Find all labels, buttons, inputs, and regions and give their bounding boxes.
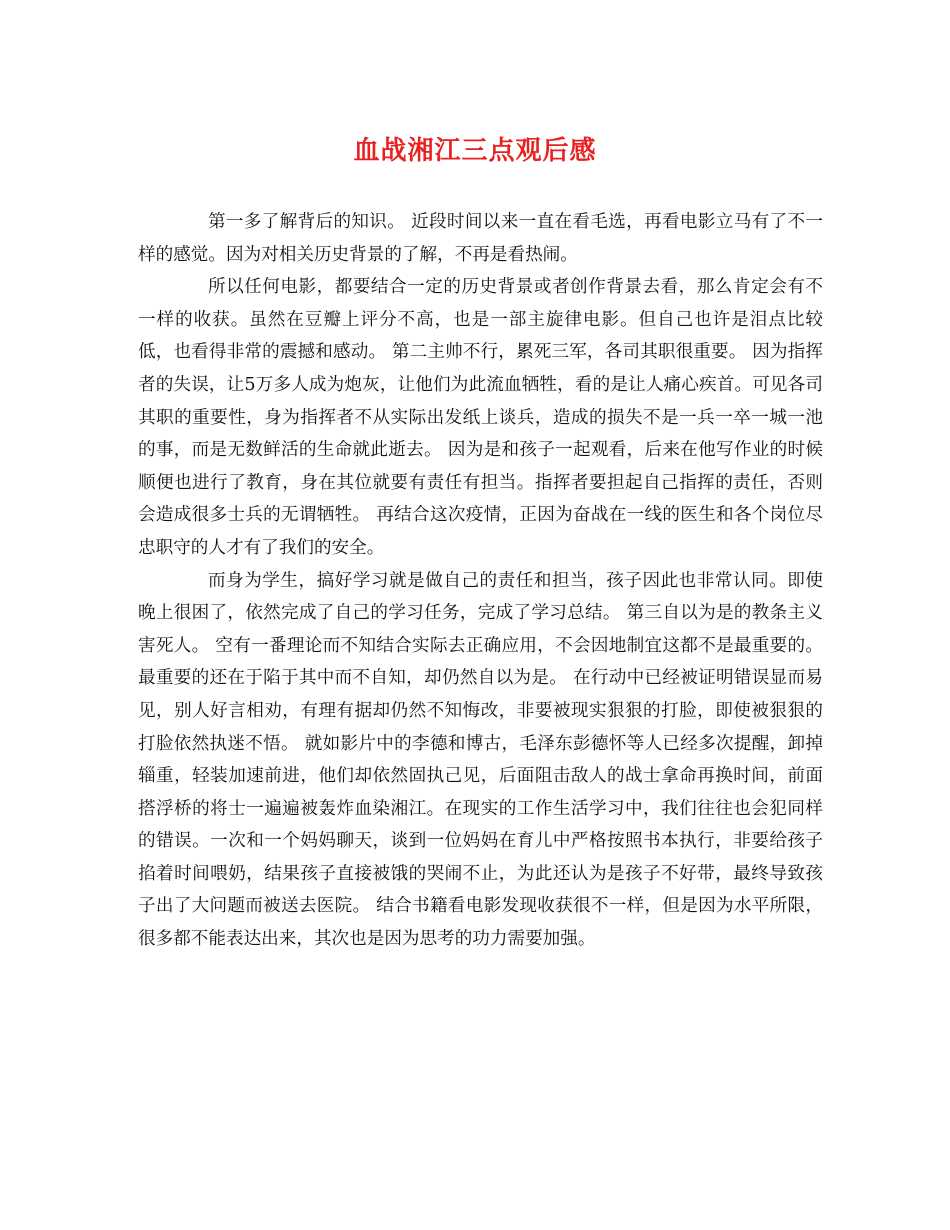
- paragraph-2: 所以任何电影，都要结合一定的历史背景或者创作背景去看，那么肯定会有不一样的收获。虽然在豆瓣上评分不高，也是一部主旋律电影。但自己也许是泪点比较低，也看得非常的震撼和感动。 第二主帅不行，累死三军，各司其职很重要。 因为指挥者的失误，让5万多人成为炮灰，让他们为此流血牺牲，看的是让人痛心疾首。可见各司其职的重要性，身为指挥者不从实际出发纸上谈兵，造成的损失不是一兵一卒一城一池的事，而是无数鲜活的生命就此逝去。 因为是和孩子一起观看，后来在他写作业的时候顺便也进行了教育，身在其位就要有责任有担当。指挥者要担起自己指挥的责任，否则会造成很多士兵的无谓牺牲。 再结合这次疫情，正因为奋战在一线的医生和各个岗位尽忠职守的人才有了我们的安全。: [138, 277, 823, 558]
- document-body: [138, 206, 823, 956]
- paragraph-1: 第一多了解背后的知识。 近段时间以来一直在看毛选，再看电影立马有了不一样的感觉。因为对相关历史背景的了解，不再是看热闹。: [138, 212, 823, 265]
- document-title: 血战湘江三点观后感: [353, 136, 597, 166]
- paragraph-3: 而身为学生，搞好学习就是做自己的责任和担当，孩子因此也非常认同。即使晚上很困了，依然完成了自己的学习任务，完成了学习总结。 第三自以为是的教条主义害死人。 空有一番理论而不知结合实际去正确应用，不会因地制宜这都不是最重要的。最重要的还在于陷于其中而不自知，却仍然自以为是。 在行动中已经被证明错误显而易见，别人好言相劝，有理有据却仍然不知悔改，非要被现实狠狠的打脸，即使被狠狠的打脸依然执迷不悟。 就如影片中的李德和博古，毛泽东彭德怀等人已经多次提醒，卸掉辎重，轻装加速前进，他们却依然固执己见，后面阻击敌人的战士拿命再换时间，前面搭浮桥的将士一遍遍被轰炸血染湘江。在现实的工作生活学习中，我们往往也会犯同样的错误。一次和一个妈妈聊天，谈到一位妈妈在育儿中严格按照书本执行，非要给孩子掐着时间喂奶，结果孩子直接被饿的哭闹不止，为此还认为是孩子不好带，最终导致孩子出了大问题而被送去医院。 结合书籍看电影发现收获很不一样，但是因为水平所限，很多都不能表达出来，其次也是因为思考的功力需要加强。: [138, 570, 823, 950]
